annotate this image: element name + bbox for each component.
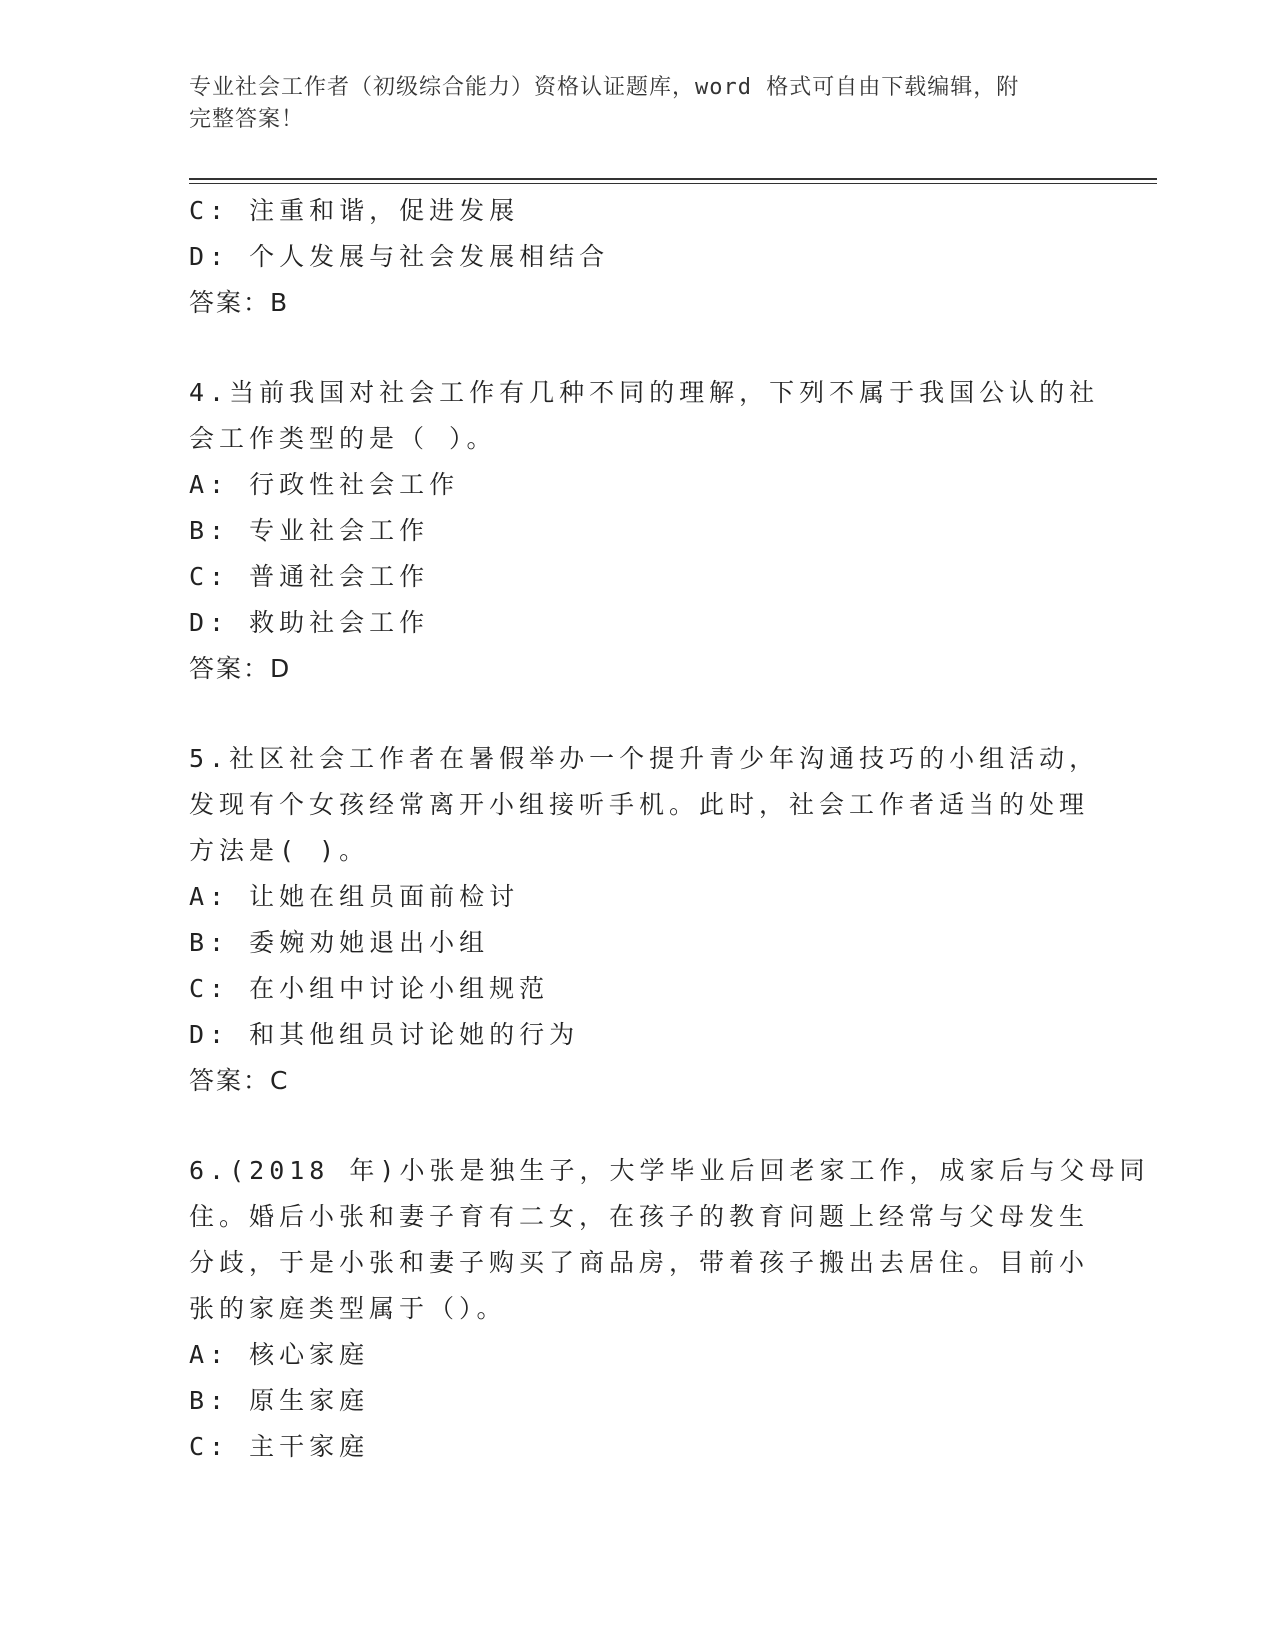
q4-answer: 答案：D (189, 654, 292, 683)
q5-option-c: C: 在小组中讨论小组规范 (189, 974, 550, 1003)
q6-option-b: B: 原生家庭 (189, 1386, 370, 1415)
q6-option-c: C: 主干家庭 (189, 1432, 370, 1461)
document-header (189, 72, 1089, 136)
q4-option-c: C: 普通社会工作 (189, 562, 430, 591)
question-6 (189, 1148, 1150, 1470)
q5-option-d: D: 和其他组员讨论她的行为 (189, 1020, 580, 1049)
q4-option-d: D: 救助社会工作 (189, 608, 430, 637)
q4-stem-line-2: 会工作类型的是（ ）。 (189, 424, 497, 453)
header-divider-thick (189, 178, 1157, 180)
question-gap (189, 326, 1089, 370)
q5-option-b: B: 委婉劝她退出小组 (189, 928, 490, 957)
q3-option-c: C: 注重和谐，促进发展 (189, 196, 520, 225)
q3-option-d: D: 个人发展与社会发展相结合 (189, 242, 610, 271)
header-line-2: 完整答案！ (189, 107, 305, 132)
q6-stem-line-1: 6.(2018 年)小张是独生子，大学毕业后回老家工作，成家后与父母同 (189, 1156, 1150, 1185)
question-list (189, 188, 1150, 1470)
q3-answer: 答案：B (189, 288, 290, 317)
header-line-1: 专业社会工作者（初级综合能力）资格认证题库，word 格式可自由下载编辑，附 (189, 75, 1020, 100)
question-3-tail (189, 188, 1089, 326)
q5-answer: 答案：C (189, 1066, 290, 1095)
q6-stem-line-3: 分歧，于是小张和妻子购买了商品房，带着孩子搬出去居住。目前小 (189, 1248, 1090, 1277)
q5-stem-line-2: 发现有个女孩经常离开小组接听手机。此时，社会工作者适当的处理 (189, 790, 1090, 819)
question-gap (189, 1104, 1089, 1148)
q4-option-a: A: 行政性社会工作 (189, 470, 460, 499)
q4-option-b: B: 专业社会工作 (189, 516, 430, 545)
question-4 (189, 370, 1100, 692)
q6-option-a: A: 核心家庭 (189, 1340, 370, 1369)
header-divider-thin (189, 183, 1157, 184)
q5-stem-line-1: 5.社区社会工作者在暑假举办一个提升青少年沟通技巧的小组活动， (189, 744, 1100, 773)
q6-stem-line-4: 张的家庭类型属于（）。 (189, 1294, 507, 1323)
q5-stem-line-3: 方法是( )。 (189, 836, 370, 865)
q5-option-a: A: 让她在组员面前检讨 (189, 882, 520, 911)
q4-stem-line-1: 4.当前我国对社会工作有几种不同的理解，下列不属于我国公认的社 (189, 378, 1100, 407)
q6-stem-line-2: 住。婚后小张和妻子育有二女，在孩子的教育问题上经常与父母发生 (189, 1202, 1090, 1231)
question-5 (189, 736, 1100, 1104)
question-gap (189, 692, 1089, 736)
